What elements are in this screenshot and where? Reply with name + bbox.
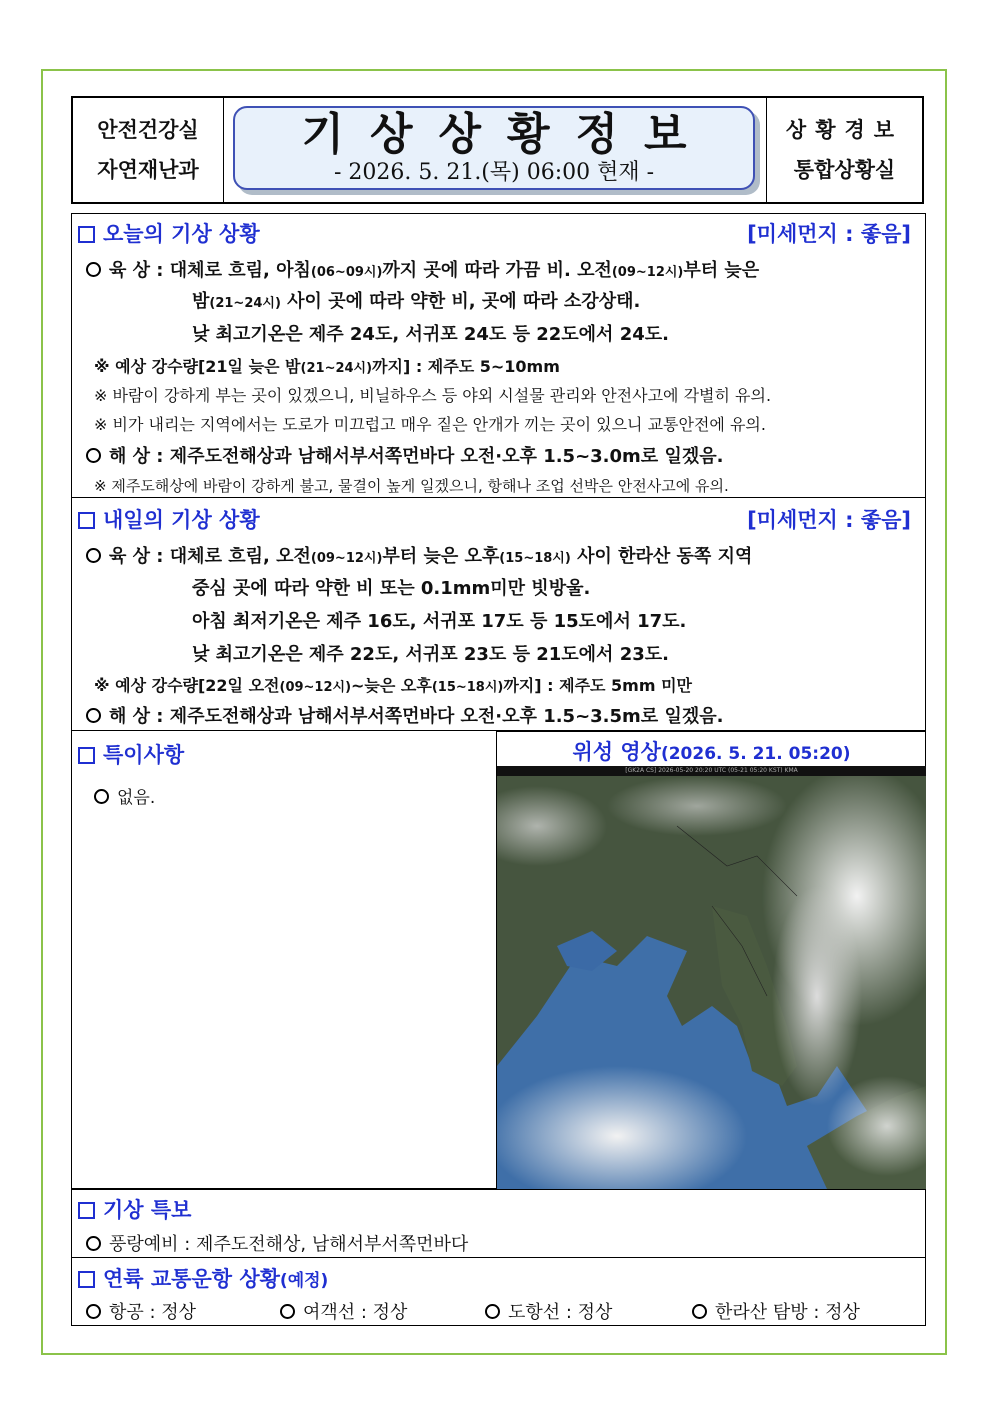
today-rain-forecast: ※ 예상 강수량[21일 늦은 밤(21~24시)까지] : 제주도 5~10mm bbox=[94, 357, 560, 376]
weather-warning-section bbox=[71, 1189, 926, 1258]
transport-item-ferry: 여객선 : 정상 bbox=[280, 1298, 407, 1324]
today-land-line3: 낮 최고기온은 제주 24도, 서귀포 24도 등 22도에서 24도. bbox=[192, 324, 669, 345]
today-land-line1: 육 상 : 대체로 흐림, 아침(06~09시)까지 곳에 따라 가끔 비. 오전(09~12시)부터 늦은 bbox=[86, 256, 759, 282]
circle-bullet-icon bbox=[692, 1304, 707, 1319]
today-weather-section bbox=[71, 213, 926, 498]
page-title: 기상상황정보 bbox=[301, 109, 713, 160]
circle-bullet-icon bbox=[86, 548, 101, 563]
transport-section bbox=[71, 1258, 926, 1326]
checkbox-icon bbox=[78, 747, 95, 764]
special-heading: 특이사항 bbox=[78, 739, 184, 769]
tomorrow-rain-forecast: ※ 예상 강수량[22일 오전(09~12시)~늦은 오후(15~18시)까지] : 제주도 5mm 미만 bbox=[94, 676, 693, 695]
today-wind-note: ※ 바람이 강하게 부는 곳이 있겠으니, 비닐하우스 등 야외 시설물 관리와 안전사고에 각별히 유의. bbox=[94, 386, 772, 405]
department-label: 안전건강실 자연재난과 bbox=[73, 98, 224, 202]
circle-bullet-icon bbox=[94, 789, 109, 804]
satellite-caption: [GK2A CS] 2026-05-20 20:20 UTC (05-21 05:20 KST) KMA bbox=[497, 766, 926, 776]
tomorrow-sea-line: 해 상 : 제주도전해상과 남해서부서쪽먼바다 오전·오후 1.5~3.5m로 일겠음. bbox=[86, 702, 723, 728]
today-sea-line: 해 상 : 제주도전해상과 남해서부서쪽먼바다 오전·오후 1.5~3.0m로 일겠음. bbox=[86, 442, 723, 468]
satellite-panel bbox=[496, 731, 926, 1189]
tomorrow-land-line2: 중심 곳에 따라 약한 비 또는 0.1mm미만 빗방울. bbox=[192, 578, 591, 599]
today-dust-status: [미세먼지 : 좋음] bbox=[747, 222, 911, 246]
tomorrow-land-line1: 육 상 : 대체로 흐림, 오전(09~12시)부터 늦은 오후(15~18시) 사이 한라산 동쪽 지역 bbox=[86, 542, 752, 568]
today-sea-note: ※ 제주도해상에 바람이 강하게 불고, 물결이 높게 일겠으니, 항해나 조업 선박은 안전사고에 유의. bbox=[94, 477, 729, 495]
today-land-line2: 밤(21~24시) 사이 곳에 따라 약한 비, 곳에 따라 소강상태. bbox=[192, 291, 641, 312]
transport-item-hallasan: 한라산 탐방 : 정상 bbox=[692, 1298, 860, 1324]
checkbox-icon bbox=[78, 1202, 95, 1219]
title-box bbox=[233, 106, 755, 190]
tomorrow-land-line4: 낮 최고기온은 제주 22도, 서귀포 23도 등 21도에서 23도. bbox=[192, 644, 669, 665]
tomorrow-dust-status: [미세먼지 : 좋음] bbox=[747, 508, 911, 532]
circle-bullet-icon bbox=[485, 1304, 500, 1319]
transport-heading: 연륙 교통운항 상황(예정) bbox=[78, 1263, 328, 1293]
warning-heading: 기상 특보 bbox=[78, 1194, 191, 1224]
document-header bbox=[71, 96, 924, 204]
circle-bullet-icon bbox=[86, 708, 101, 723]
tomorrow-weather-section bbox=[71, 498, 926, 731]
circle-bullet-icon bbox=[280, 1304, 295, 1319]
today-road-note: ※ 비가 내리는 지역에서는 도로가 미끄럽고 매우 짙은 안개가 끼는 곳이 있으니 교통안전에 유의. bbox=[94, 415, 766, 434]
checkbox-icon bbox=[78, 226, 95, 243]
report-datetime: - 2026. 5. 21.(목) 06:00 현재 - bbox=[333, 160, 655, 185]
checkbox-icon bbox=[78, 1271, 95, 1288]
circle-bullet-icon bbox=[86, 1236, 101, 1251]
checkbox-icon bbox=[78, 512, 95, 529]
satellite-image[interactable] bbox=[497, 766, 926, 1189]
tomorrow-heading: 내일의 기상 상황 bbox=[78, 504, 260, 534]
transport-item-island-ferry: 도항선 : 정상 bbox=[485, 1298, 612, 1324]
today-heading: 오늘의 기상 상황 bbox=[78, 218, 260, 248]
circle-bullet-icon bbox=[86, 1304, 101, 1319]
office-label: 상황경보 통합상황실 bbox=[766, 98, 922, 202]
transport-item-air: 항공 : 정상 bbox=[86, 1298, 196, 1324]
circle-bullet-icon bbox=[86, 262, 101, 277]
warning-item: 풍랑예비 : 제주도전해상, 남해서부서쪽먼바다 bbox=[86, 1230, 468, 1256]
special-item: 없음. bbox=[94, 783, 155, 808]
satellite-title: 위성 영상(2026. 5. 21. 05:20) bbox=[572, 740, 851, 764]
tomorrow-land-line3: 아침 최저기온은 제주 16도, 서귀포 17도 등 15도에서 17도. bbox=[192, 611, 687, 632]
circle-bullet-icon bbox=[86, 448, 101, 463]
